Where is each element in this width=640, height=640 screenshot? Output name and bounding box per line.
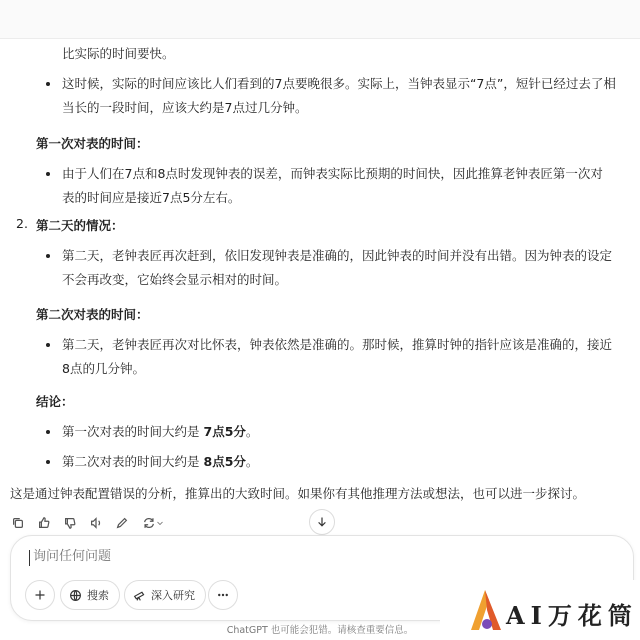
section-heading: 结论： bbox=[36, 394, 74, 409]
watermark-logo-icon bbox=[465, 586, 505, 636]
conclusion-item bbox=[62, 450, 258, 474]
bullet-dot bbox=[46, 254, 50, 258]
section-heading: 第二天的情况： bbox=[36, 218, 124, 233]
bullet-text: 8点的几分钟。 bbox=[62, 361, 145, 376]
thumbs-down-icon bbox=[63, 516, 77, 530]
conclusion-item bbox=[62, 420, 258, 444]
list-number: 2. bbox=[16, 216, 28, 231]
scroll-down-button[interactable] bbox=[309, 509, 335, 535]
continuation-text: 比实际的时间要快。 bbox=[62, 46, 175, 61]
closing-text: 这是通过钟表配置错误的分析，推算出的大致时间。如果你有其他推理方法或想法，也可以进一步探讨。 bbox=[10, 486, 586, 501]
watermark-text: AI万花筒 bbox=[506, 601, 638, 630]
attach-button[interactable] bbox=[25, 580, 55, 610]
bullet-dot bbox=[46, 460, 50, 464]
refresh-icon bbox=[142, 516, 156, 530]
telescope-icon bbox=[133, 589, 146, 602]
disclaimer: ChatGPT 也可能会犯错。请核查重要信息。 bbox=[226, 625, 414, 636]
deep-research-button[interactable] bbox=[124, 580, 206, 610]
globe-icon bbox=[69, 589, 82, 602]
conclusion-value: 7点5分 bbox=[203, 424, 246, 439]
conclusion-text: 第二次对表的时间大约是 bbox=[62, 454, 200, 469]
more-options-button[interactable] bbox=[208, 580, 238, 610]
plus-icon bbox=[34, 589, 46, 601]
assistant-message bbox=[0, 38, 640, 508]
bullet-text: 表的时间应是接近7点5分左右。 bbox=[62, 190, 241, 205]
read-aloud-button[interactable] bbox=[88, 515, 104, 531]
bullet-text: 第二天，老钟表匠再次对比怀表，钟表依然是准确的。那时候，推算时钟的指针应该是准确的，接近 bbox=[62, 337, 613, 352]
copy-icon bbox=[11, 516, 25, 530]
prompt-input[interactable] bbox=[31, 548, 455, 565]
pen-icon bbox=[115, 516, 129, 530]
search-button[interactable] bbox=[60, 580, 120, 610]
regenerate-button[interactable] bbox=[140, 515, 166, 531]
conclusion-text: 第一次对表的时间大约是 bbox=[62, 424, 200, 439]
section-heading: 第二次对表的时间： bbox=[36, 307, 149, 322]
bullet-text: 第二天，老钟表匠再次赶到，依旧发现钟表是准确的，因此钟表的时间并没有出错。因为钟表的设定 bbox=[62, 248, 613, 263]
bullet-dot bbox=[46, 343, 50, 347]
bullet-text: 由于人们在7点和8点时发现钟表的误差，而钟表实际比预期的时间快，因此推算老钟表匠第一次对 bbox=[62, 166, 603, 181]
bullet-dot bbox=[46, 82, 50, 86]
message-actions bbox=[10, 514, 166, 532]
search-label: 搜索 bbox=[87, 589, 109, 602]
bullet-dot bbox=[46, 172, 50, 176]
thumbs-down-button[interactable] bbox=[62, 515, 78, 531]
text-caret bbox=[29, 550, 30, 566]
thumbs-up-icon bbox=[37, 516, 51, 530]
edit-button[interactable] bbox=[114, 515, 130, 531]
bullet-text: 不会再改变，它始终会显示相对的时间。 bbox=[62, 272, 288, 287]
bullet-text: 这时候，实际的时间应该比人们看到的7点要晚很多。实际上，当钟表显示“7点”，短针已经过去了相 bbox=[62, 76, 616, 91]
chevron-down-icon bbox=[156, 519, 164, 527]
bullet-text: 当长的一段时间，应该大约是7点过几分钟。 bbox=[62, 100, 308, 115]
bullet-dot bbox=[46, 430, 50, 434]
thumbs-up-button[interactable] bbox=[36, 515, 52, 531]
conclusion-suffix: 。 bbox=[245, 424, 259, 439]
more-icon bbox=[217, 589, 229, 601]
conclusion-suffix: 。 bbox=[245, 454, 259, 469]
conclusion-value: 8点5分 bbox=[203, 454, 246, 469]
speaker-icon bbox=[89, 516, 103, 530]
deep-research-label: 深入研究 bbox=[151, 589, 195, 602]
arrow-down-icon bbox=[316, 516, 328, 528]
top-bar bbox=[0, 0, 640, 39]
section-heading: 第一次对表的时间： bbox=[36, 136, 149, 151]
copy-button[interactable] bbox=[10, 515, 26, 531]
